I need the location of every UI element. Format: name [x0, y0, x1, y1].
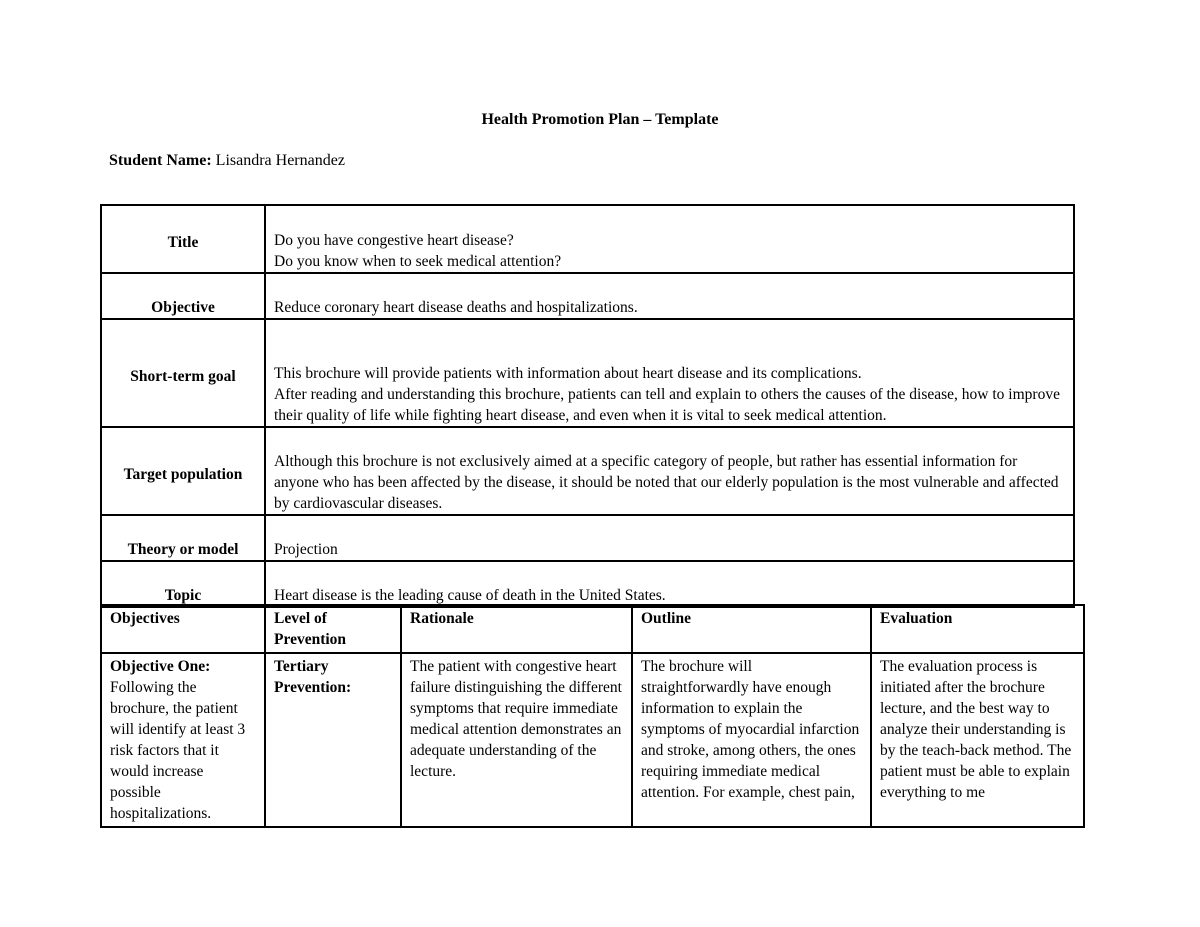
evaluation-cell — [871, 653, 1084, 827]
objective-one-row — [101, 653, 1084, 827]
plan-title-label: Title — [101, 205, 265, 273]
rationale-cell — [401, 653, 632, 827]
header-evaluation: Evaluation — [871, 605, 1084, 653]
plan-title-line-2: Do you know when to seek medical attention? — [274, 253, 562, 270]
plan-objective-label: Objective — [101, 273, 265, 319]
evaluation-value: The evaluation process is initiated after the brochure lecture, and the best way to analyze their understanding is by the teach-back method. The patient must be able to explain everything to me — [880, 658, 1072, 801]
plan-theory-label: Theory or model — [101, 515, 265, 561]
plan-target-population-label: Target population — [101, 427, 265, 515]
objective-one-title: Objective One: — [110, 658, 211, 675]
student-name-line — [109, 152, 345, 170]
objectives-header-row — [101, 605, 1084, 653]
header-outline: Outline — [632, 605, 871, 653]
header-objectives: Objectives — [101, 605, 265, 653]
objective-one-text: Following the brochure, the patient will identify at least 3 risk factors that it would increase possible hospitalizations. — [110, 679, 246, 822]
plan-row-short-term-goal — [101, 319, 1074, 427]
rationale-value: The patient with congestive heart failure distinguishing the different symptoms that require immediate medical attention demonstrates an adequate understanding of the lecture. — [410, 658, 622, 780]
plan-objective-value: Reduce coronary heart disease deaths and hospitalizations. — [265, 273, 1074, 319]
plan-short-term-goal-line-2: After reading and understanding this brochure, patients can tell and explain to others the causes of the disease, how to improve their quality of life while fighting heart disease, and even when it is vital to seek medical attention. — [274, 386, 1060, 424]
plan-row-topic — [101, 561, 1074, 607]
plan-short-term-goal-label: Short-term goal — [101, 319, 265, 427]
student-name-label: Student Name: — [109, 152, 212, 169]
plan-row-objective — [101, 273, 1074, 319]
student-name-value: Lisandra Hernandez — [215, 152, 345, 169]
level-of-prevention-cell — [265, 653, 401, 827]
plan-topic-value: Heart disease is the leading cause of death in the United States. — [265, 561, 1074, 607]
plan-row-title — [101, 205, 1074, 273]
objectives-table — [100, 604, 1085, 828]
plan-title-line-1: Do you have congestive heart disease? — [274, 232, 514, 249]
level-of-prevention-value: Tertiary Prevention: — [274, 658, 352, 696]
plan-target-population-value: Although this brochure is not exclusively aimed at a specific category of people, but rather has essential information for anyone who has been affected by the disease, it should be noted that our elderly population is the most vulnerable and affected by cardiovascular diseases. — [265, 427, 1074, 515]
document-title: Health Promotion Plan – Template — [481, 111, 719, 128]
plan-short-term-goal-value — [265, 319, 1074, 427]
header-level-of-prevention: Level of Prevention — [265, 605, 401, 653]
plan-row-target-population — [101, 427, 1074, 515]
outline-cell — [632, 653, 871, 827]
plan-title-value — [265, 205, 1074, 273]
outline-value: The brochure will straightforwardly have enough information to explain the symptoms of myocardial infarction and stroke, among others, the ones requiring immediate medical attention. For example, chest pain, — [641, 658, 860, 801]
health-promotion-plan-table — [100, 204, 1075, 608]
plan-topic-label: Topic — [101, 561, 265, 607]
objective-one-cell — [101, 653, 265, 827]
plan-short-term-goal-line-1: This brochure will provide patients with information about heart disease and its complications. — [274, 365, 862, 382]
header-rationale: Rationale — [401, 605, 632, 653]
plan-row-theory — [101, 515, 1074, 561]
plan-theory-value: Projection — [265, 515, 1074, 561]
